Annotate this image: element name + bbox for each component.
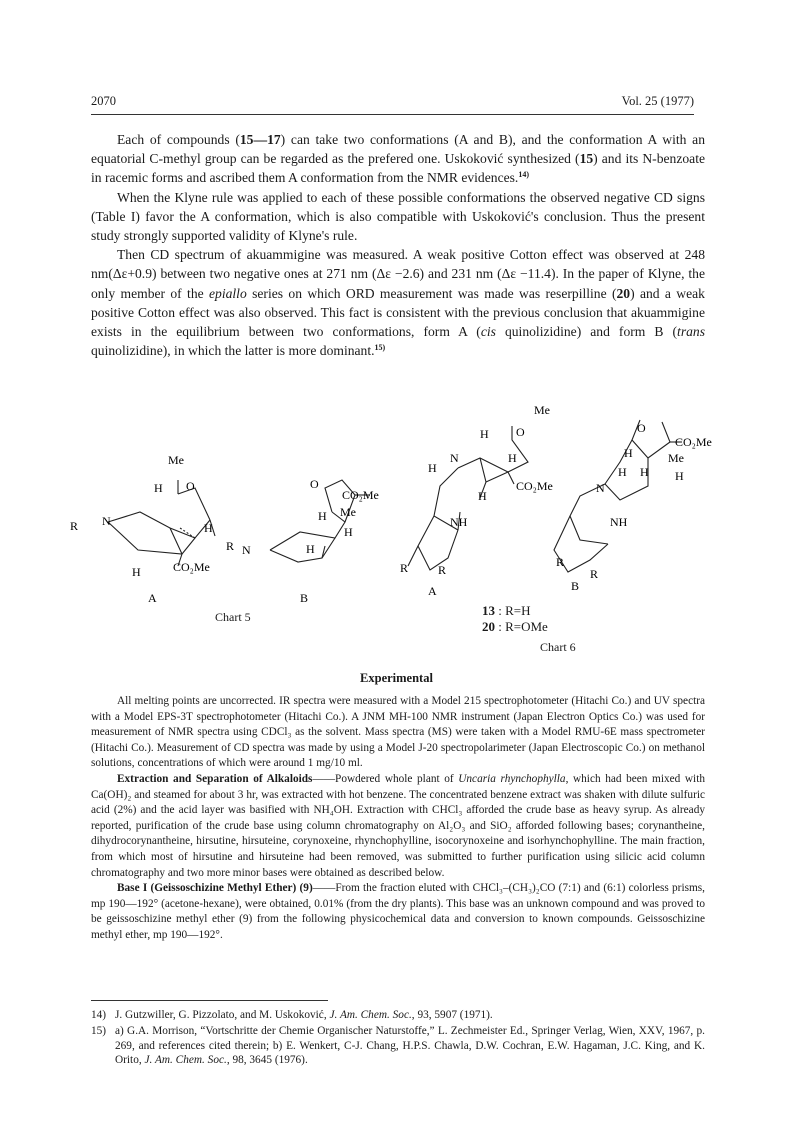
atom-n: N	[450, 451, 459, 465]
page-header	[91, 92, 694, 115]
label-a: A	[148, 591, 157, 605]
atom-h: H	[508, 451, 517, 465]
footnote-rule	[91, 1000, 328, 1001]
atom-h: H	[480, 427, 489, 441]
atom-h: H	[478, 489, 487, 503]
label-b: B	[571, 579, 580, 593]
atom-nh: NH	[610, 515, 628, 529]
atom-co2me: CO₂Me	[675, 435, 712, 449]
atom-h: H	[640, 465, 649, 479]
chart6-structures	[400, 400, 725, 600]
atom-co2me: CO₂Me	[516, 479, 553, 493]
atom-r: R	[226, 539, 235, 553]
atom-r: R	[438, 563, 447, 577]
chart5-caption: Chart 5	[215, 610, 251, 624]
atom-me: Me	[340, 505, 356, 519]
paragraph-3: Then CD spectrum of akuammigine was measured. A weak positive Cotton effect was observed at 248 nm(Δε+0.9) between two negative ones at 271 nm (Δε −2.6) and 231 nm (Δε −11.4). In the paper of Klyne, the only member of the epiallo series on which ORD measurement was made was reserpilline (20) and a weak positive Cotton effect was also observed. This fact is consistent with the previous conclusion that akuammigine exists in the equilibrium between two conformations, form A (cis quinolizidine) and form B (trans quinolizidine), in which the latter is more dominant.$^{15)}$	[91, 247, 705, 359]
atom-r: R	[556, 555, 565, 569]
volume-info: Vol. 25 (1977)	[621, 94, 694, 108]
paragraph-2: When the Klyne rule was applied to each of these possible conformations the observed negative CD signs (Table I) favor the A conformation, which is also compatible with Uskoković's conclusion. Thus the present study strongly supported validity of Klyne's rule.	[91, 189, 705, 244]
atom-o: O	[516, 425, 525, 439]
atom-co2me: CO₂Me	[173, 560, 210, 574]
experimental-paragraph-1: All melting points are uncorrected. IR spectra were measured with a Model 215 spectrophotometer (Hitachi Co.) and UV spectra with a Model EPS-3T spectrophotometer (Hitachi Co.). A JNM MH-100 NMR instrument (Japan Electron Optics Co.) was used for measurement of NMR spectra using CDCl₃ as the solvent. Mass spectra (MS) were taken with a Model RMU-6E mass spectrometer (Hitachi Co.). Measurement of CD spectra was made by using a Model J-20 spectropolarimeter (Japan Electroscopic Co.) on methanol solutions, concentrations of which were around 1 mg/10 ml.	[91, 695, 705, 770]
atom-me: Me	[168, 453, 184, 467]
section-title-experimental: Experimental	[360, 671, 433, 685]
atom-r: R	[590, 567, 599, 581]
page-number: 2070	[91, 94, 116, 108]
chart6-caption: Chart 6	[540, 640, 576, 654]
compound-20-label: 20 : R=OMe	[482, 619, 548, 634]
atom-h: H	[154, 481, 163, 495]
body-text	[91, 130, 705, 360]
atom-h: H	[618, 465, 627, 479]
citation-ref: 14)	[518, 170, 529, 180]
atom-h: H	[344, 525, 353, 539]
atom-h: H	[204, 521, 213, 535]
atom-h: H	[675, 469, 684, 483]
atom-o: O	[310, 477, 319, 491]
experimental-text	[91, 694, 705, 944]
atom-h: H	[318, 509, 327, 523]
atom-h: H	[132, 565, 141, 579]
atom-me: Me	[668, 451, 684, 465]
atom-n: N	[242, 543, 251, 557]
atom-o: O	[637, 421, 646, 435]
atom-me: Me	[534, 403, 550, 417]
label-b: B	[300, 591, 309, 605]
experimental-paragraph-3: Base I (Geissoschizine Methyl Ether) (9)——From the fraction eluted with CHCl₃–(CH₃)₂CO (7:1) and (6:1) colorless prisms, mp 190—192° (acetone-hexane), were obtained, 0.01% (from the dry plants). This base was an unknown compound and was proved to be geissoschizine methyl ether (9) from the following physicochemical data and conversion to known compounds. Geissoschizine methyl ether, mp 190—192°.	[91, 882, 705, 941]
atom-o: O	[186, 479, 195, 493]
atom-r: R	[400, 561, 409, 575]
citation-ref: 15)	[374, 343, 386, 353]
atom-co2me: CO₂Me	[342, 488, 379, 502]
paragraph-1: Each of compounds (15—17) can take two conformations (A and B), and the conformation A with an equatorial C-methyl group can be regarded as the prefered one. Uskoković synthesized (15) and its N-benzoate in racemic forms and ascribed them A conformation from the NMR evidences.$^{14)}$	[91, 132, 706, 186]
atom-n: N	[102, 514, 111, 528]
label-a: A	[428, 584, 437, 598]
atom-n: N	[596, 481, 605, 495]
atom-h: H	[428, 461, 437, 475]
compound-13-label: 13 : R=H	[482, 603, 531, 618]
atom-r: R	[70, 519, 79, 533]
atom-nh: NH	[450, 515, 468, 529]
atom-h: H	[306, 542, 315, 556]
chart5-structures	[70, 450, 400, 620]
footnote-14: 14) J. Gutzwiller, G. Pizzolato, and M. Uskoković, J. Am. Chem. Soc., 93, 5907 (1971).	[91, 1009, 493, 1021]
footnote-15: 15) a) G.A. Morrison, “Vortschritte der Chemie Organischer Naturstoffe,” L. Zechmeister Ed., Springer Verlag, Wien, XXV, 1967, p. 269, and references cited therein; b) E. Wenkert, C-J. Chang, H.P.S. Chawla, D.W. Cochran, E.W. Hagaman, J.C. King, and K. Orito, J. Am. Chem. Soc., 98, 3645 (1976).	[91, 1025, 705, 1067]
atom-h: H	[624, 446, 633, 460]
experimental-paragraph-2: Extraction and Separation of Alkaloids——Powdered whole plant of Uncaria rhynchophylla, which had been mixed with Ca(OH)₂ and steamed for about 3 hr, was extracted with hot benzene. The concentrated benzene extract was shaken with dilute sulfuric acid (2%) and the acid layer was basified with NH₄OH. Extraction with CHCl₃ afforded the crude base as heavy syrup. As already reported, purification of the crude base using column chromatography on Al₂O₃ and SiO₂ afforded following bases; corynantheine, dihydrocorynantheine, hirsutine, hirsuteine, corynoxeine, rhynchophylline, isocorynoxeine and isorhynchophylline. The main fraction, from which most of hirsutine and hirsuteine had been removed, was submitted to further purification using silicic acid column chromatography and two more minor bases were obtained as described below.	[91, 772, 705, 879]
